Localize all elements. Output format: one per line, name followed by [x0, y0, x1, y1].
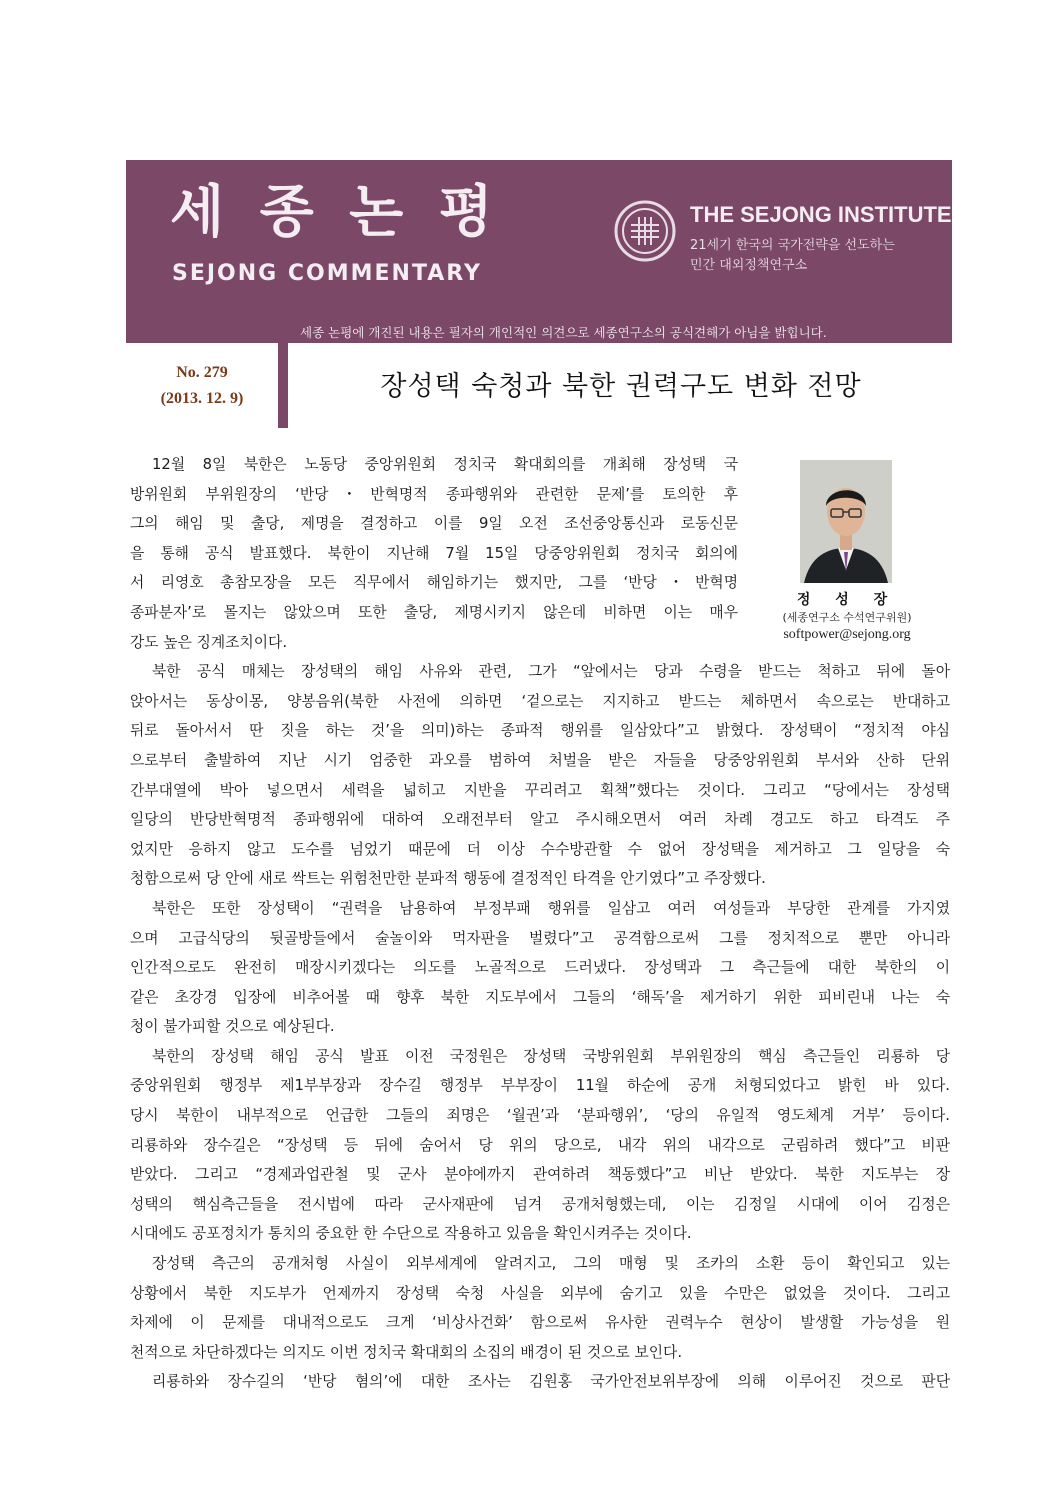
institute-tagline-line2: 민간 대외정책연구소: [690, 258, 808, 273]
publication-subtitle: SEJONG COMMENTARY: [172, 261, 482, 286]
body-line: 북한 공식 매체는 장성택의 해임 사유와 관련, 그가 “앞에서는 당과 수령을 받드는 척하고 뒤에 돌아: [152, 663, 950, 681]
body-line: 방위원회 부위원장의 ‘반당・반혁명적 종파행위와 관련한 문제’를 토의한 후: [130, 485, 738, 503]
body-line: 청함으로써 당 안에 새로 싹트는 위험천만한 분파적 행동에 결정적인 타격을 안기였다”고 주장했다.: [130, 870, 766, 888]
body-line: 북한은 또한 장성택이 “권력을 남용하여 부정부패 행위를 일삼고 여러 여성들과 부당한 관계를 가지였: [152, 899, 950, 917]
body-line: 청이 불가피할 것으로 예상된다.: [130, 1018, 335, 1036]
article-headline: 장성택 숙청과 북한 권력구도 변화 전망: [380, 371, 862, 402]
institute-tagline: [690, 236, 895, 276]
body-line: 리룡하와 장수길은 “장성택 등 뒤에 숨어서 당 위의 당으로, 내각 위의 내각으로 군림하려 했다”고 비판: [130, 1136, 950, 1154]
body-line: 북한의 장성택 해임 공식 발표 이전 국정원은 장성택 국방위원회 부위원장의 핵심 측근들인 리룡하 당: [152, 1047, 950, 1065]
body-line: 종파분자’로 몰지는 않았으며 또한 출당, 제명시키지 않은데 비하면 이는 매우: [130, 603, 738, 621]
body-line: 리룡하와 장수길의 ‘반당 혐의’에 대한 조사는 김원홍 국가안전보위부장에 의해 이루어진 것으로 판단: [152, 1373, 950, 1391]
body-line: 앉아서는 동상이몽, 양봉음위(북한 사전에 의하면 ‘겉으로는 지지하고 받드는 체하면서 속으로는 반대하고: [130, 692, 950, 710]
institute-name: THE SEJONG INSTITUTE: [690, 202, 952, 227]
body-line: 시대에도 공포정치가 통치의 중요한 한 수단으로 작용하고 있음을 확인시켜주는 것이다.: [130, 1225, 692, 1243]
header-banner: [126, 160, 952, 343]
institute-tagline-line1: 21세기 한국의 국가전략을 선도하는: [690, 238, 895, 253]
author-email[interactable]: softpower@sejong.org: [783, 627, 911, 642]
body-line: 을 통해 공식 발표했다. 북한이 지난해 7월 15일 당중앙위원회 정치국 회의에: [130, 544, 738, 562]
body-line: 뒤로 돌아서서 딴 짓을 하는 것’을 의미)하는 종파적 행위를 일삼았다”고 밝혔다. 장성택이 “정치적 야심: [130, 722, 950, 740]
body-line: 차제에 이 문제를 대내적으로도 크게 ‘비상사건화’ 함으로써 유사한 권력누수 현상이 발생할 가능성을 원: [130, 1314, 950, 1332]
disclaimer: 세종 논평에 개진된 내용은 필자의 개인적인 의견으로 세종연구소의 공식견해가 아님을 밝힙니다.: [300, 325, 827, 340]
author-affiliation: (세종연구소 수석연구위원): [782, 611, 912, 624]
article-body: [130, 450, 950, 1397]
issue-number: No. 279: [176, 364, 228, 381]
body-line: 그의 해임 및 출당, 제명을 결정하고 이를 9일 오전 조선중앙통신과 로동신문: [130, 515, 738, 533]
body-line: 일당의 반당반혁명적 종파행위에 대하여 오래전부터 알고 주시해오면서 여러 차례 경고도 하고 타격도 주: [130, 811, 950, 829]
body-line: 으로부터 출발하여 지난 시기 엄중한 과오를 범하여 처벌을 받은 자들을 당중앙위원회 부서와 산하 단위: [130, 751, 950, 769]
body-line: 당시 북한이 내부적으로 언급한 그들의 죄명은 ‘월권’과 ‘분파행위’, ‘당의 유일적 영도체계 거부’ 등이다.: [130, 1107, 950, 1125]
author-name: 정 성 장: [796, 592, 898, 608]
body-line: 상황에서 북한 지도부가 언제까지 장성택 숙청 사실을 외부에 숨기고 있을 수만은 없었을 것이다. 그리고: [130, 1284, 950, 1302]
body-line: 같은 초강경 입장에 비추어볼 때 향후 북한 지도부에서 그들의 ‘해독’을 제거하기 위한 피비린내 나는 숙: [130, 988, 950, 1006]
body-line: 었지만 응하지 않고 도수를 넘었기 때문에 더 이상 수수방관할 수 없어 장성택을 제거하고 그 일당을 숙: [130, 840, 950, 858]
body-line: 인간적으로도 완전히 매장시키겠다는 의도를 노골적으로 드러냈다. 장성택과 그 측근들에 대한 북한의 이: [130, 959, 950, 977]
body-line: 중앙위원회 행정부 제1부부장과 장수길 행정부 부부장이 11월 하순에 공개 처형되었다고 밝힌 바 있다.: [130, 1077, 950, 1095]
body-line: 간부대열에 박아 넣으면서 세력을 넓히고 지반을 꾸리려고 획책”했다는 것이다. 그리고 “당에서는 장성택: [130, 781, 950, 799]
publication-title: 세 종 논 평: [170, 180, 501, 245]
body-line: 성택의 핵심측근들을 전시법에 따라 군사재판에 넘겨 공개처형했는데, 이는 김정일 시대에 이어 김정은: [130, 1195, 950, 1213]
body-line: 장성택 측근의 공개처형 사실이 외부세계에 알려지고, 그의 매형 및 조카의 소환 등이 확인되고 있는: [152, 1255, 950, 1273]
issue-date: (2013. 12. 9): [160, 390, 244, 407]
divider-bar: [278, 310, 288, 428]
body-line: 천적으로 차단하겠다는 의지도 이번 정치국 확대회의 소집의 배경이 된 것으로 보인다.: [130, 1343, 683, 1361]
body-line: 12월 8일 북한은 노동당 중앙위원회 정치국 확대회의를 개최해 장성택 국: [152, 456, 738, 473]
body-line: 강도 높은 징계조치이다.: [130, 633, 288, 651]
body-line: 서 리영호 총참모장을 모든 직무에서 해임하기는 했지만, 그를 ‘반당・반혁명: [130, 574, 738, 592]
body-line: 으며 고급식당의 뒷골방들에서 술놀이와 먹자판을 벌렸다”고 공격함으로써 그를 정치적으로 뿐만 아니라: [130, 929, 950, 947]
sejong-logo-icon: [614, 200, 676, 262]
body-line: 받았다. 그리고 “경제과업관철 및 군사 분야에까지 관여하려 책동했다”고 비난 받았다. 북한 지도부는 장: [130, 1166, 950, 1184]
